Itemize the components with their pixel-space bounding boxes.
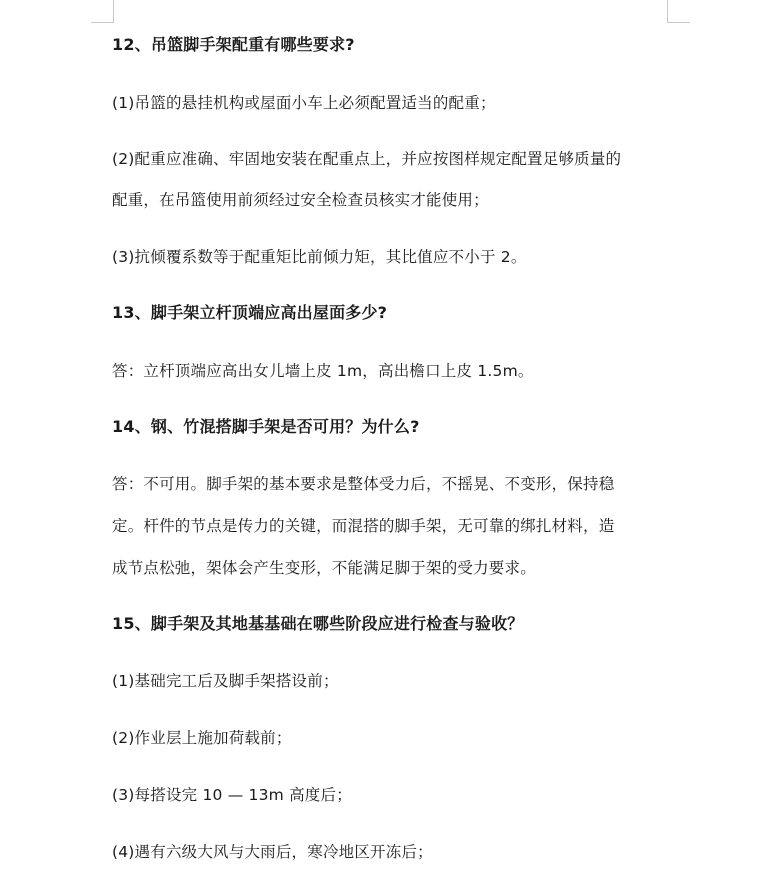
question-14-heading: 14、钢、竹混搭脚手架是否可用？为什么? [112,417,420,436]
q14-answer-line-1: 答：不可用。脚手架的基本要求是整体受力后，不摇晃、不变形，保持稳 [112,475,615,493]
q15-item-2: (2)作业层上施加荷载前； [112,729,292,747]
q15-item-1: (1)基础完工后及脚手架搭设前； [112,672,339,690]
q12-item-2-line-2: 配重，在吊篮使用前须经过安全检查员核实才能使用； [112,191,489,209]
q13-answer: 答：立杆顶端应高出女儿墙上皮 1m，高出檐口上皮 1.5m。 [112,362,534,380]
q14-answer-line-2: 定。杆件的节点是传力的关键，而混搭的脚手架，无可靠的绑扎材料，造 [112,517,615,535]
q12-item-2-line-1: (2)配重应准确、牢固地安装在配重点上，并应按图样规定配置足够质量的 [112,150,622,168]
q12-item-1: (1)吊篮的悬挂机构或屋面小车上必须配置适当的配重； [112,94,496,112]
question-15-heading: 15、脚手架及其地基基础在哪些阶段应进行检查与验收？ [112,614,524,633]
question-13-heading: 13、脚手架立杆顶端应高出屋面多少? [112,303,388,322]
q12-item-3: (3)抗倾覆系数等于配重矩比前倾力矩，其比值应不小于 2。 [112,248,527,266]
page-corner-mark-left [91,0,114,23]
page-corner-mark-right [667,0,690,23]
q15-item-3: (3)每搭设完 10 — 13m 高度后； [112,786,352,804]
q14-answer-line-3: 成节点松弛，架体会产生变形，不能满足脚于架的受力要求。 [112,559,536,577]
q15-item-4: (4)遇有六级大风与大雨后，寒冷地区开冻后； [112,843,433,861]
question-12-heading: 12、吊篮脚手架配重有哪些要求? [112,35,355,54]
